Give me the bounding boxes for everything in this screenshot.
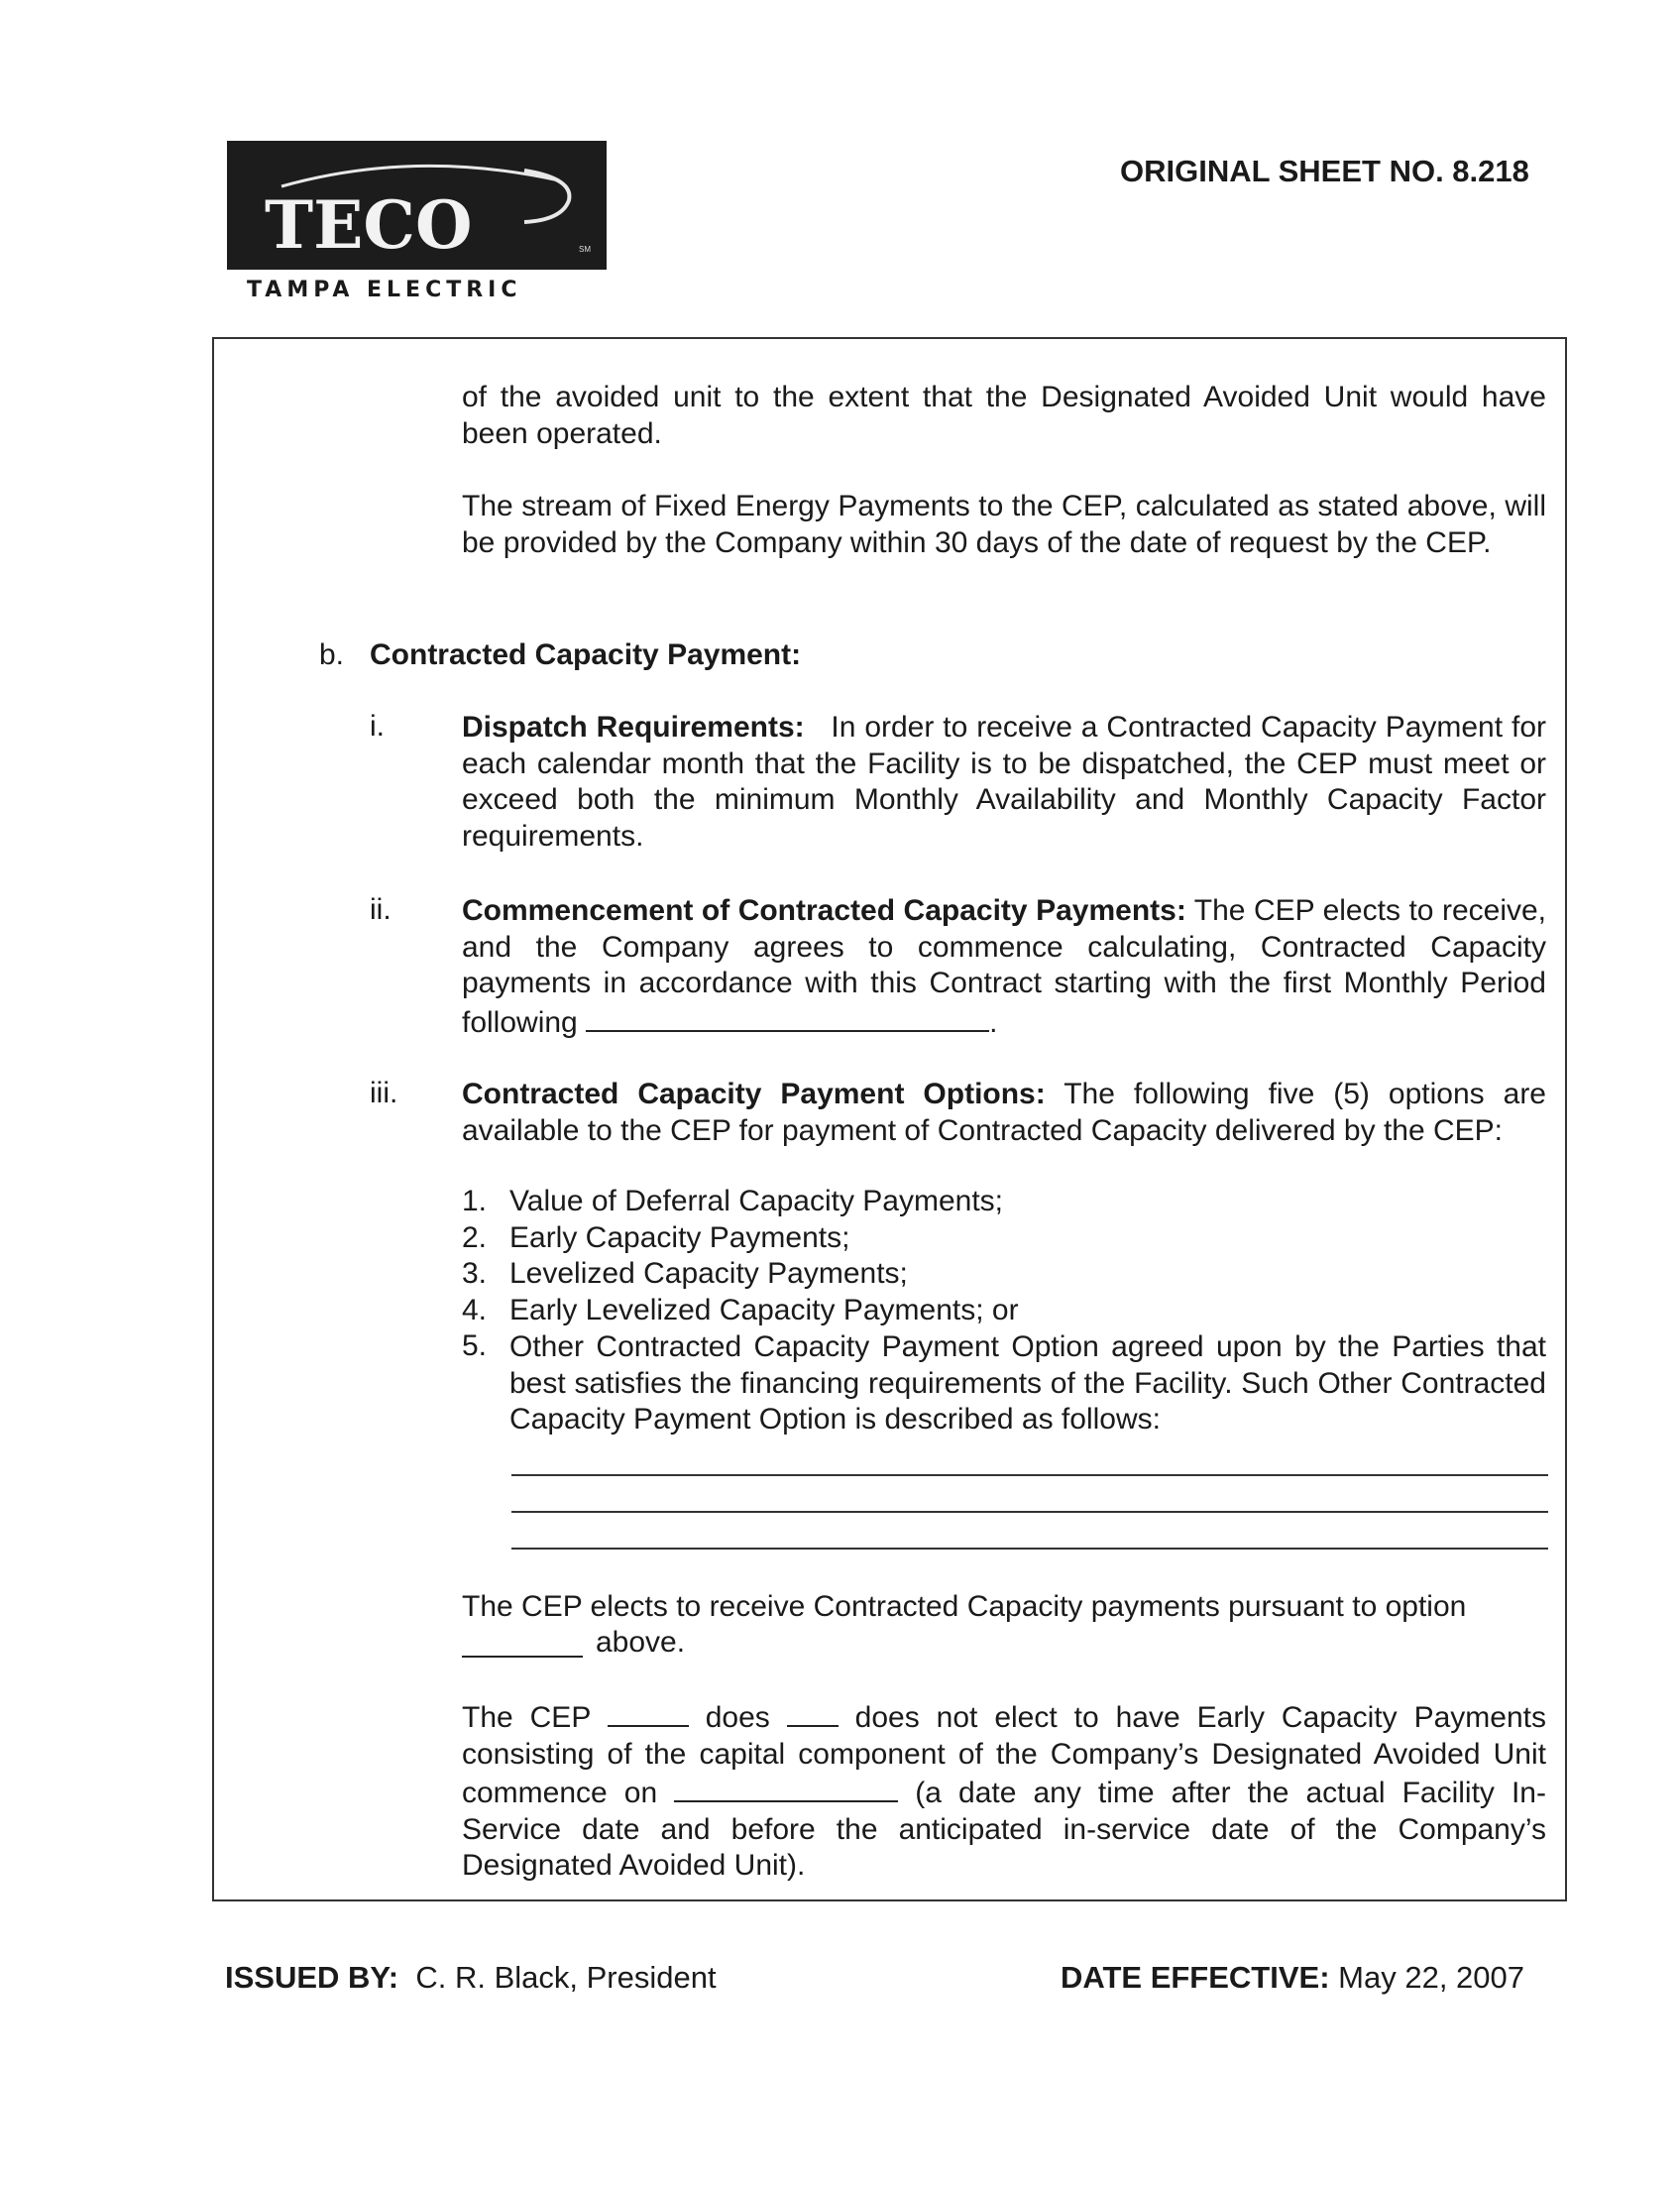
svg-text:SM: SM (579, 245, 591, 254)
option-4-text: Early Levelized Capacity Payments; or (509, 1294, 1019, 1326)
date-label: DATE EFFECTIVE: (1061, 1960, 1330, 1995)
option-4-number: 4. (462, 1294, 488, 1326)
option-3-text: Levelized Capacity Payments; (509, 1257, 908, 1290)
option-2-number: 2. (462, 1221, 488, 1254)
date-effective (1061, 1960, 1524, 1996)
option-5-number: 5. (462, 1329, 488, 1362)
issued-by (225, 1960, 717, 1996)
item-ii-paragraph (462, 893, 1546, 1041)
section-b-label: b. (319, 638, 345, 671)
item-ii-title: Commencement of Contracted Capacity Payments: (462, 894, 1186, 927)
does-not-blank[interactable] (787, 1697, 839, 1727)
item-iii-label: iii. (370, 1077, 398, 1109)
election-text: The CEP elects to receive Contracted Capacity payments pursuant to option (462, 1590, 1467, 1623)
election-suffix: above. (596, 1626, 686, 1659)
item-i-title: Dispatch Requirements: (462, 711, 805, 744)
item-i-paragraph (462, 710, 1546, 855)
start-period-blank[interactable] (586, 1002, 989, 1032)
item-ii-text: The CEP elects to receive, and the Company agrees to commence calculating, Contracted Capacity payments in accordance with this Contract starting with the first Monthly Period following (462, 894, 1546, 1039)
option-1-number: 1. (462, 1185, 488, 1217)
option-3-number: 3. (462, 1257, 488, 1290)
company-logo (227, 141, 607, 270)
option-choice-blank[interactable] (462, 1626, 583, 1658)
paragraph-fixed-energy: The stream of Fixed Energy Payments to the CEP, calculated as stated above, will be provided by the Company within 30 days of the date of request by the CEP. (462, 490, 1546, 559)
description-line-2[interactable] (511, 1511, 1548, 1513)
item-ii-label: ii. (370, 893, 392, 926)
paragraph-avoided-unit: of the avoided unit to the extent that the Designated Avoided Unit would have been operated. (462, 381, 1546, 450)
issued-value: C. R. Black, President (415, 1960, 717, 1995)
early-text-3: does not elect to have Early Capacity Payments consisting of the capital component of the Company’s Designated Avoided Unit commence on (462, 1701, 1546, 1809)
date-value: May 22, 2007 (1338, 1960, 1525, 1995)
does-blank[interactable] (608, 1697, 689, 1727)
logo-subtext: TAMPA ELECTRIC (247, 278, 522, 302)
early-text-2: does (705, 1701, 770, 1734)
item-ii-end: . (989, 1005, 998, 1039)
item-i-label: i. (370, 710, 385, 743)
option-1-text: Value of Deferral Capacity Payments; (509, 1185, 1004, 1217)
sheet-number: ORIGINAL SHEET NO. 8.218 (1120, 154, 1529, 188)
teco-logo-mark (227, 141, 607, 270)
early-text-4: (a date any time after the actual Facility In-Service date and before the anticipated in-service date of the Company’s Designated Avoided Unit). (462, 1777, 1546, 1882)
option-2-text: Early Capacity Payments; (509, 1221, 850, 1254)
item-iii-paragraph (462, 1077, 1546, 1149)
early-text-1: The CEP (462, 1701, 591, 1734)
item-i-text: In order to receive a Contracted Capacity Payment for each calendar month that the Facility is to be dispatched, the CEP must meet or exceed both the minimum Monthly Availability and Monthly Capacity Factor requirements. (462, 711, 1546, 853)
early-capacity-paragraph (462, 1697, 1546, 1885)
commence-date-blank[interactable] (674, 1773, 898, 1802)
issued-label: ISSUED BY: (225, 1960, 399, 1995)
item-iii-text: The following five (5) options are available to the CEP for payment of Contracted Capacity delivered by the CEP: (462, 1078, 1546, 1147)
description-line-1[interactable] (511, 1474, 1548, 1476)
option-5-text: Other Contracted Capacity Payment Option agreed upon by the Parties that best satisfies the financing requirements of the Facility. Such Other Contracted Capacity Payment Option is described as follows: (509, 1330, 1546, 1436)
description-line-3[interactable] (511, 1548, 1548, 1550)
item-iii-title: Contracted Capacity Payment Options: (462, 1078, 1046, 1110)
logo-text: TECO (265, 186, 473, 264)
section-b-title: Contracted Capacity Payment: (370, 638, 802, 671)
election-paragraph (462, 1589, 1546, 1626)
